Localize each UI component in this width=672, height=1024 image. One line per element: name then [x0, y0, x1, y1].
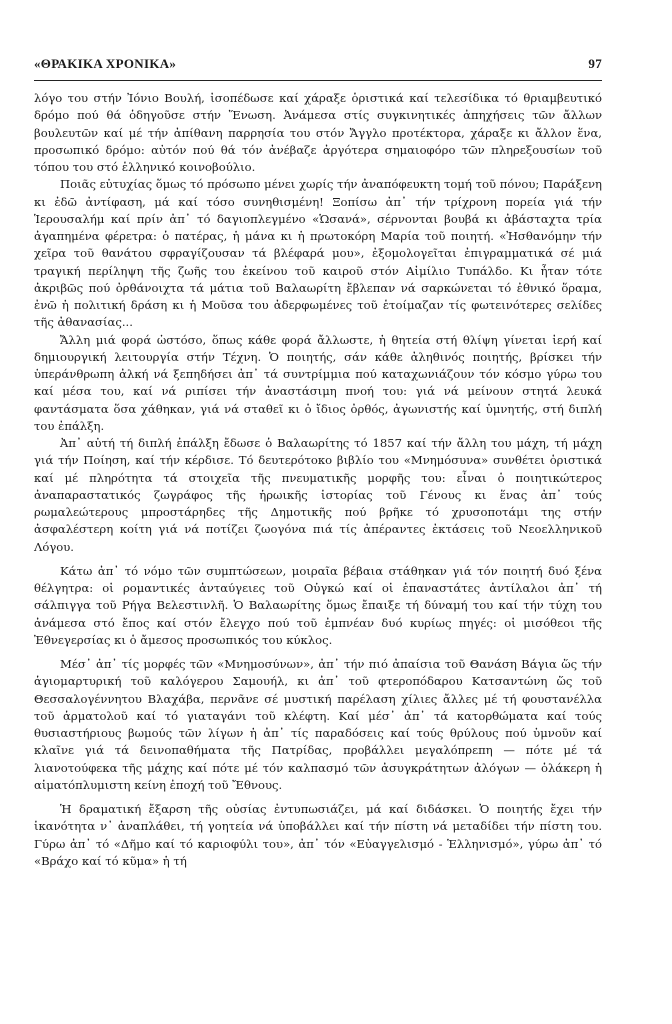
page-number: 97: [588, 56, 602, 71]
paragraph-3: Ἄλλη μιά φορά ὡστόσο, ὅπως κάθε φορά ἄλλωστε, ἡ θητεία στή θλίψη γίνεται ἱερή καί δημιουργική λειτουργία στήν Τέχνη. Ὁ ποιητής, σάν κάθε ἀληθινός ποιητής, βρίσκει τήν ὑπεράνθρωπη ἀλκή νά ξεπηδήσει ἀπ᾽ τά συντρίμμια πού καταχωνιάζουν τόν κόσμο γύρω του καί μέσα του, καί νά ριπίσει τήν ἀναστάσιμη πνοή του: γιά νά μείνουν στητά λευκά φαντάσματα ὅσα χάθηκαν, γιά νά σταθεῖ κι ὁ ἴδιος ὀρθός, ἀγωνιστής καί ὑμνητής, στή διπλή του ἐπάλξη.: [34, 332, 602, 433]
header-rule: [34, 80, 602, 81]
paragraph-5: Κάτω ἀπ᾽ τό νόμο τῶν συμπτώσεων, μοιραῖα βέβαια στάθηκαν γιά τόν ποιητή δυό ξένα θέλγητρα: οἱ ρομαντικές ἀνταύγειες τοῦ Οὐγκώ καί οἱ ἐπαναστάτες ἀντίλαλοι ἀπ᾽ τή σάλπιγγα τοῦ Ρήγα Βελεστινλῆ. Ὁ Βαλαωρίτης ὅμως ἔπαιξε τή δύναμή του καί τήν τύχη του ἀνάμεσα στό ἔπος καί στόν ἔλεγχο πού τοῦ ἐμπνέαν δυό κυρίως πηγές: οἱ μισόθεοι τῆς Ἐθνεγερσίας κι ὁ ἄμεσος προσωπικός του κύκλος.: [34, 563, 602, 647]
running-head: [34, 56, 602, 78]
article-body: [34, 90, 602, 870]
paragraph-7: Ἡ δραματική ἔξαρση τῆς οὐσίας ἐντυπωσιάζει, μά καί διδάσκει. Ὁ ποιητής ἔχει τήν ἱκανότητα ν᾽ ἀναπλάθει, τή γοητεία νά ὑποβάλλει καί τήν πίστη νά μεταδίδει τήν πίστη του. Γύρω ἀπ᾽ τό «Δῆμο καί τό καριοφύλι του», ἀπ᾽ τόν «Εὐαγγελισμό - Ἑλληνισμό», γύρω ἀπ᾽ τό «Βράχο καί τό κῦμα» ἡ τή: [34, 802, 602, 868]
journal-title: «ΘΡΑΚΙΚΑ ΧΡΟΝΙΚΑ»: [34, 56, 177, 71]
paragraph-4: Ἀπ᾽ αὐτή τή διπλή ἐπάλξη ἔδωσε ὁ Βαλαωρίτης τό 1857 καί τήν ἄλλη του μάχη, τή μάχη γιά τήν Ποίηση, καί τήν κέρδισε. Τό δευτερότοκο βιβλίο του «Μνημόσυνα» συνθέτει ὁριστικά καί μέ πληρότητα τά στοιχεῖα τῆς πνευματικῆς μορφῆς του: εἶναι ὁ ποιητικώτερος ἀναπαραστατικός ζωγράφος τῆς ἡρωικῆς ἱστορίας τοῦ Γένους κι ἕνας ἀπ᾽ τούς ρωμαλεώτερους μπροστάρηδες τῆς Δημοτικῆς πού βρῆκε τό χρυσοποτάμι της στήν ἀσφαλέστερη κοίτη γιά νά ποτίζει ζωογόνα πιά τίς ἀπέραντες ἐκτάσεις τοῦ Νεοελληνικοῦ Λόγου.: [34, 436, 602, 554]
paragraph-2: Ποιᾶς εὐτυχίας ὅμως τό πρόσωπο μένει χωρίς τήν ἀναπόφευκτη τομή τοῦ πόνου; Παράξενη κι ἐδῶ ἀντίφαση, μά καί τόσο συνηθισμένη! Ξοπίσω ἀπ᾽ τήν τρίχρονη πορεία γιά τήν Ἱερουσαλήμ καί πρίν ἀπ᾽ τό δαγιοπλεγμένο «Ὡσανά», σέρνονται βουβά κι ἀβάσταχτα τρία ἀγαπημένα φέρετρα: ὁ πατέρας, ἡ μάνα κι ἡ πρωτοκόρη Μαρία τοῦ ποιητή. «Ἠσθανόμην τήν χεῖρα τοῦ θανάτου σφραγίζουσαν τά βλέφαρά μου», ἐξομολογεῖται ἐπιγραμματικά σέ μιά τραγική περίληψη τῆς ζωῆς του ἐκείνου τοῦ καιροῦ στόν Αἰμίλιο Τυπάλδο. Κι ἦταν τότε ἀκριβῶς πού ὀρθάνοιχτα τά μάτια τοῦ Βαλαωρίτη ἔβλεπαν νά σαρκώνεται τό ἐθνικό ὅραμα, ἐνῶ ἡ πολιτική δράση κι ἡ Μοῦσα του ἀδερφωμένες τοῦ ἑτοίμαζαν τίς φωτεινότερες σελίδες τῆς ἀθανασίας...: [34, 177, 602, 330]
paragraph-1: λόγο του στήν Ἰόνιο Βουλή, ἰσοπέδωσε καί χάραξε ὁριστικά καί τελεσίδικα τό θριαμβευτικό δρόμο πού θά ὁδηγοῦσε στήν Ἕνωση. Ἀνάμεσα στίς συγκινητικές ἀπηχήσεις τῶν ἄλλων βουλευτῶν καί μέ τήν ἀπίθανη παρρησία του στόν Ἄγγλο προτέκτορα, χάραξε κι ἄλλον ἕνα, προσωπικό δρόμο: αὐτόν πού θά τόν ἀνέβαζε ἀργότερα σημαιοφόρο τῶν πληρεξουσίων τοῦ τόπου του στό ἑλληνικό κοινοβούλιο.: [34, 91, 602, 174]
paragraph-6: Μέσ᾽ ἀπ᾽ τίς μορφές τῶν «Μνημοσύνων», ἀπ᾽ τήν πιό ἀπαίσια τοῦ Θανάση Βάγια ὥς τήν ἁγιομαρτυρική τοῦ καλόγερου Σαμουήλ, κι ἀπ᾽ τοῦ φτεροπόδαρου Κατσαντώνη ὥς τοῦ Θεσσαλογέννητου Βλαχάβα, περνᾶνε σέ μυστική παρέλαση χίλιες ἄλλες μέ τή φουστανέλλα τοῦ ἁρματολοῦ καί τό γιαταγάνι τοῦ κλέφτη. Καί μέσ᾽ ἀπ᾽ τά κατορθώματα καί τούς θυσιαστήριους βωμούς τῶν λίγων ἡ ἀπ᾽ τίς παραδόσεις καί τούς θρύλους πού ὑμνοῦν καί κλαῖνε γιά τά δεινοπαθήματα τῆς Πατρίδας, προβάλλει μεγαλόπρεπη — πότε μέ τά λιανοτούφεκα τῆς μάχης καί πότε μέ τόν καλπασμό τῶν ἀσυγκράτητων ἀλόγων — ὁλάκερη ἡ αἱματόπλυμιστη κείνη ἐποχή τοῦ Ἔθνους.: [34, 657, 602, 792]
book-page: [34, 56, 602, 1006]
